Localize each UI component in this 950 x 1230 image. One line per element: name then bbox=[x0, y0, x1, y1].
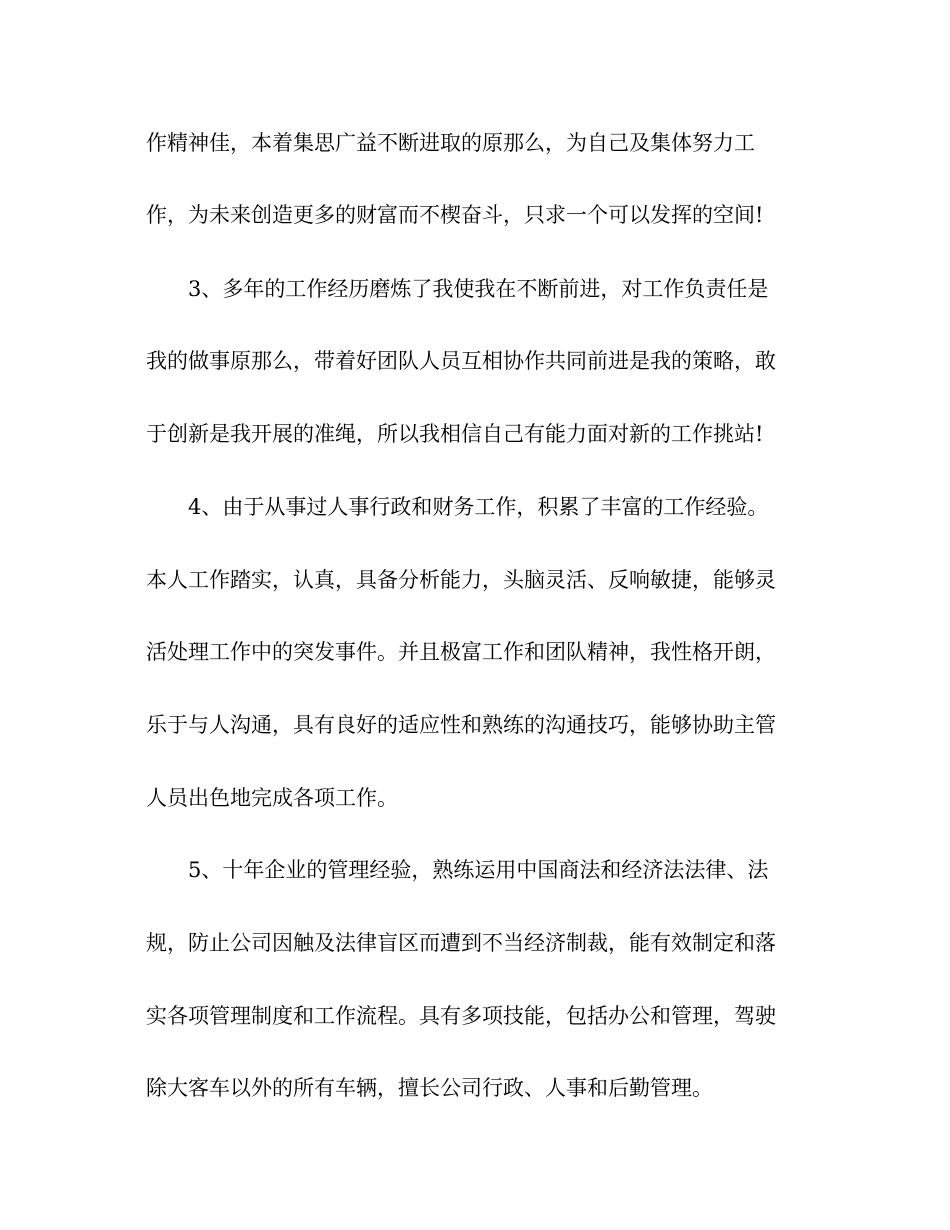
text-line: 除大客车以外的所有车辆，擅长公司行政、人事和后勤管理。 bbox=[146, 1076, 713, 1100]
paragraph-start-line: 4、由于从事过人事行政和财务工作，积累了丰富的工作经验。 bbox=[188, 495, 769, 519]
text-line: 乐于与人沟通，具有良好的适应性和熟练的沟通技巧，能够协助主管 bbox=[146, 713, 776, 737]
text-line: 作，为未来创造更多的财富而不楔奋斗，只求一个可以发挥的空间! bbox=[146, 203, 764, 227]
text-line: 规，防止公司因触及法律盲区而遭到不当经济制裁，能有效制定和落 bbox=[146, 931, 776, 955]
paragraph-start-line: 3、多年的工作经历磨炼了我使我在不断前进，对工作负责任是 bbox=[188, 277, 769, 301]
paragraph-start-line: 5、十年企业的管理经验，熟练运用中国商法和经济法法律、法 bbox=[188, 858, 769, 882]
text-line: 于创新是我开展的准绳，所以我相信自己有能力面对新的工作挑站! bbox=[146, 422, 764, 446]
text-line: 我的做事原那么，带着好团队人员互相协作共同前进是我的策略，敢 bbox=[146, 349, 776, 373]
text-line: 作精神佳，本着集思广益不断进取的原那么，为自己及集体努力工 bbox=[146, 131, 755, 155]
text-line: 人员出色地完成各项工作。 bbox=[146, 786, 398, 810]
text-line: 本人工作踏实，认真，具备分析能力，头脑灵活、反响敏捷，能够灵 bbox=[146, 568, 776, 592]
text-line: 实各项管理制度和工作流程。具有多项技能，包括办公和管理，驾驶 bbox=[146, 1004, 776, 1028]
text-line: 活处理工作中的突发事件。并且极富工作和团队精神，我性格开朗， bbox=[146, 640, 776, 664]
